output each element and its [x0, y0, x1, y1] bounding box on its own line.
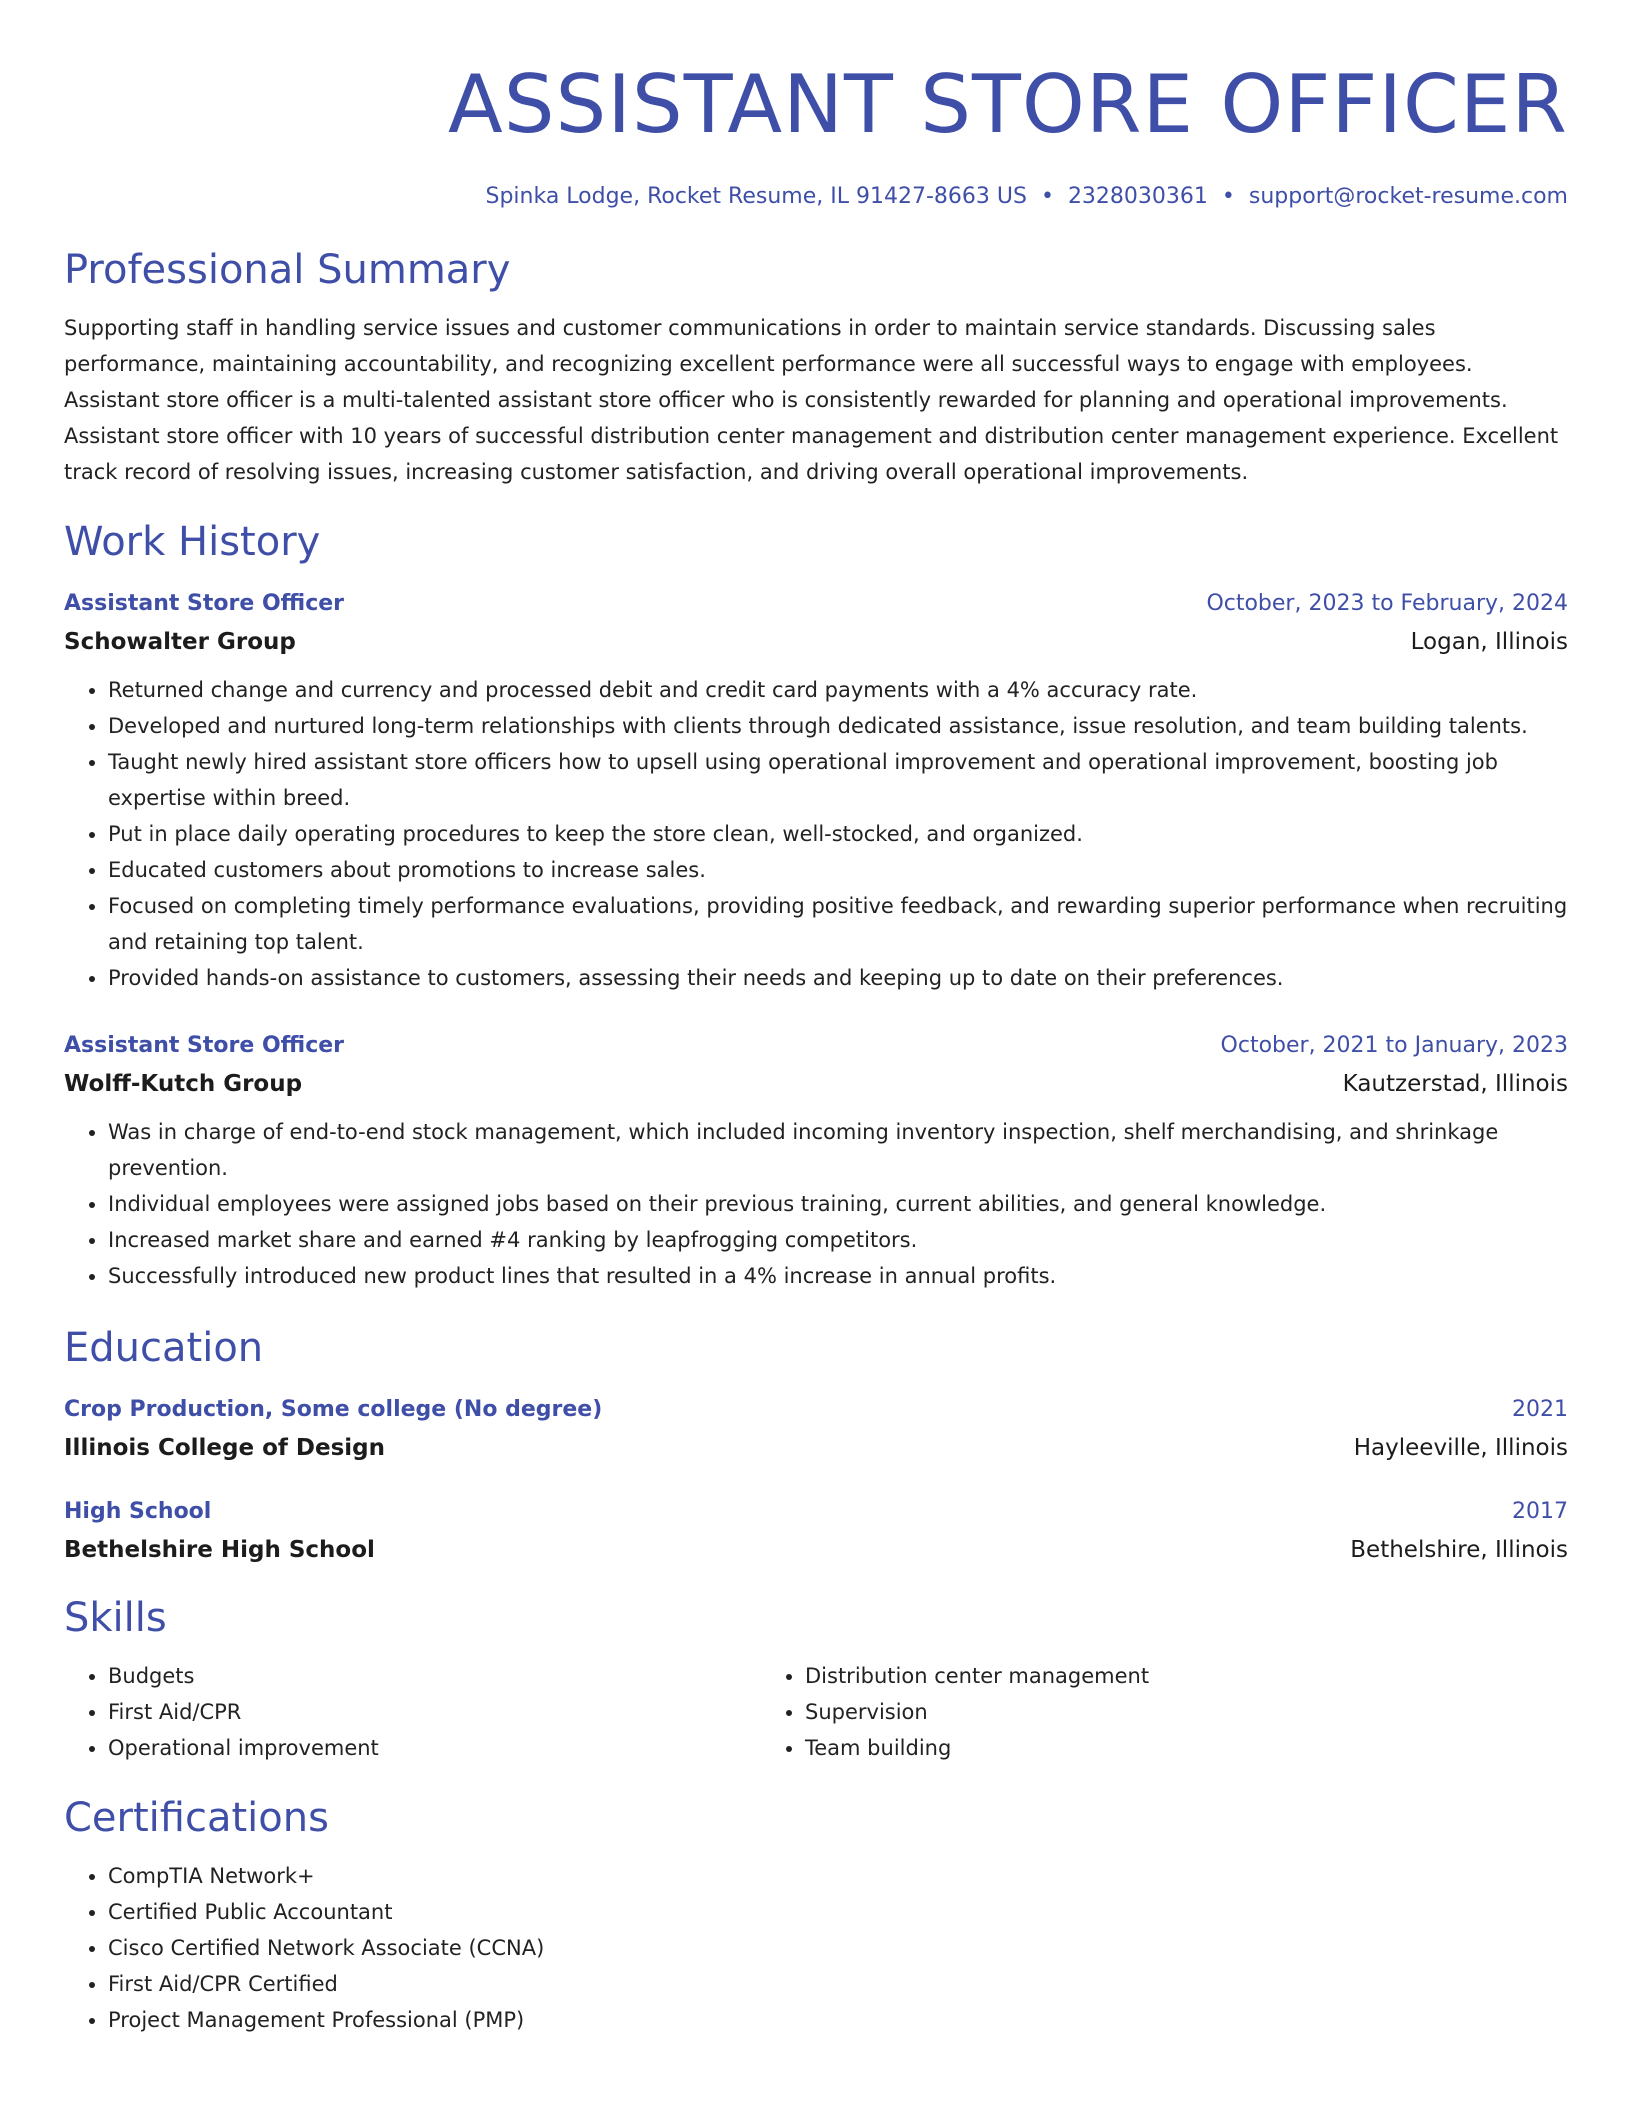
- education-degree: High School: [64, 1499, 212, 1524]
- job-bullet: • Successfully introduced new product lines that resulted in a 4% increase in annual profits.: [108, 1258, 1568, 1294]
- skill-item: • Team building: [805, 1730, 1458, 1766]
- certification-item: • Certified Public Accountant: [108, 1894, 1568, 1930]
- job-bullet: • Focused on completing timely performance evaluations, providing positive feedback, and rewarding superior performance when recruiting and retaining top talent.: [108, 888, 1568, 960]
- job-company: Wolff-Kutch Group: [64, 1071, 303, 1097]
- job-bullet: • Educated customers about promotions to increase sales.: [108, 852, 1568, 888]
- job-bullet: • Individual employees were assigned jobs based on their previous training, current abilities, and general knowledge.: [108, 1186, 1568, 1222]
- job-bullet: • Increased market share and earned #4 ranking by leapfrogging competitors.: [108, 1222, 1568, 1258]
- education-school-row: [64, 1432, 1568, 1464]
- work-history-heading: Work History: [64, 519, 321, 565]
- job-location: Kautzerstad, Illinois: [1342, 1071, 1568, 1097]
- skill-item: • First Aid/CPR: [108, 1694, 761, 1730]
- education-degree-row: [64, 1392, 1568, 1428]
- education-entry: [64, 1494, 1568, 1566]
- job-bullets: [64, 1114, 1568, 1294]
- education-school: Bethelshire High School: [64, 1537, 375, 1563]
- contact-separator: •: [1040, 184, 1054, 209]
- job-entry: [64, 1028, 1568, 1294]
- job-bullet: • Provided hands-on assistance to customers, assessing their needs and keeping up to date on their preferences.: [108, 960, 1568, 996]
- contact-address: Spinka Lodge, Rocket Resume, IL 91427-8663 US: [485, 184, 1027, 209]
- certification-item: • First Aid/CPR Certified: [108, 1966, 1568, 2002]
- contact-line: [64, 182, 1568, 212]
- job-title-row: [64, 1028, 1568, 1064]
- skills-heading: Skills: [64, 1595, 167, 1641]
- contact-email: support@rocket-resume.com: [1248, 184, 1568, 209]
- job-dates: October, 2023 to February, 2024: [1206, 591, 1568, 616]
- job-title-row: [64, 586, 1568, 622]
- skills-columns: [64, 1658, 1568, 1766]
- job-company: Schowalter Group: [64, 629, 296, 655]
- job-company-row: [64, 626, 1568, 658]
- resume-page: [64, 0, 1568, 2038]
- job-bullet: • Returned change and currency and processed debit and credit card payments with a 4% accuracy rate.: [108, 672, 1568, 708]
- job-company-row: [64, 1068, 1568, 1100]
- certifications-heading: Certifications: [64, 1795, 329, 1841]
- job-location: Logan, Illinois: [1410, 629, 1568, 655]
- contact-separator: •: [1221, 184, 1235, 209]
- education-school-row: [64, 1534, 1568, 1566]
- skill-item: • Operational improvement: [108, 1730, 761, 1766]
- skill-item: • Supervision: [805, 1694, 1458, 1730]
- skill-item: • Distribution center management: [805, 1658, 1458, 1694]
- job-bullet: • Was in charge of end-to-end stock management, which included incoming inventory inspection, shelf merchandising, and shrinkage prevention.: [108, 1114, 1568, 1186]
- skill-item: • Budgets: [108, 1658, 761, 1694]
- education-degree-row: [64, 1494, 1568, 1530]
- certification-item: • Project Management Professional (PMP): [108, 2002, 1568, 2038]
- summary-text: Supporting staff in handling service issues and customer communications in order to maintain service standards. Discussing sales performance, maintaining accountability, and recognizing excellent performance were all successful ways to engage with employees. Assistant store officer is a multi-talented assistant store officer who is consistently rewarded for planning and operational improvements. Assistant store officer with 10 years of successful distribution center management and distribution center management experience. Excellent track record of resolving issues, increasing customer satisfaction, and driving overall operational improvements.: [64, 316, 1559, 484]
- education-year: 2021: [1512, 1397, 1568, 1422]
- resume-title: ASSISTANT STORE OFFICER: [448, 58, 1568, 151]
- certification-item: • Cisco Certified Network Associate (CCNA): [108, 1930, 1568, 1966]
- education-year: 2017: [1512, 1499, 1568, 1524]
- summary-heading: Professional Summary: [64, 247, 511, 293]
- job-bullet: • Developed and nurtured long-term relationships with clients through dedicated assistance, issue resolution, and team building talents.: [108, 708, 1568, 744]
- job-title: Assistant Store Officer: [64, 1033, 345, 1058]
- job-bullet: • Taught newly hired assistant store officers how to upsell using operational improvement and operational improvement, boosting job expertise within breed.: [108, 744, 1568, 816]
- education-location: Hayleeville, Illinois: [1353, 1435, 1568, 1461]
- job-entry: [64, 586, 1568, 996]
- job-dates: October, 2021 to January, 2023: [1220, 1033, 1568, 1058]
- education-heading: Education: [64, 1325, 264, 1371]
- certifications-list: [64, 1858, 1568, 2038]
- education-school: Illinois College of Design: [64, 1435, 386, 1461]
- job-bullet: • Put in place daily operating procedures to keep the store clean, well-stocked, and organized.: [108, 816, 1568, 852]
- education-location: Bethelshire, Illinois: [1350, 1537, 1568, 1563]
- job-title: Assistant Store Officer: [64, 591, 345, 616]
- job-bullets: [64, 672, 1568, 996]
- contact-phone: 2328030361: [1067, 184, 1208, 209]
- education-entry: [64, 1392, 1568, 1464]
- certification-item: • CompTIA Network+: [108, 1858, 1568, 1894]
- skills-list-left: [64, 1658, 761, 1766]
- education-degree: Crop Production, Some college (No degree): [64, 1397, 603, 1422]
- skills-list-right: [761, 1658, 1458, 1766]
